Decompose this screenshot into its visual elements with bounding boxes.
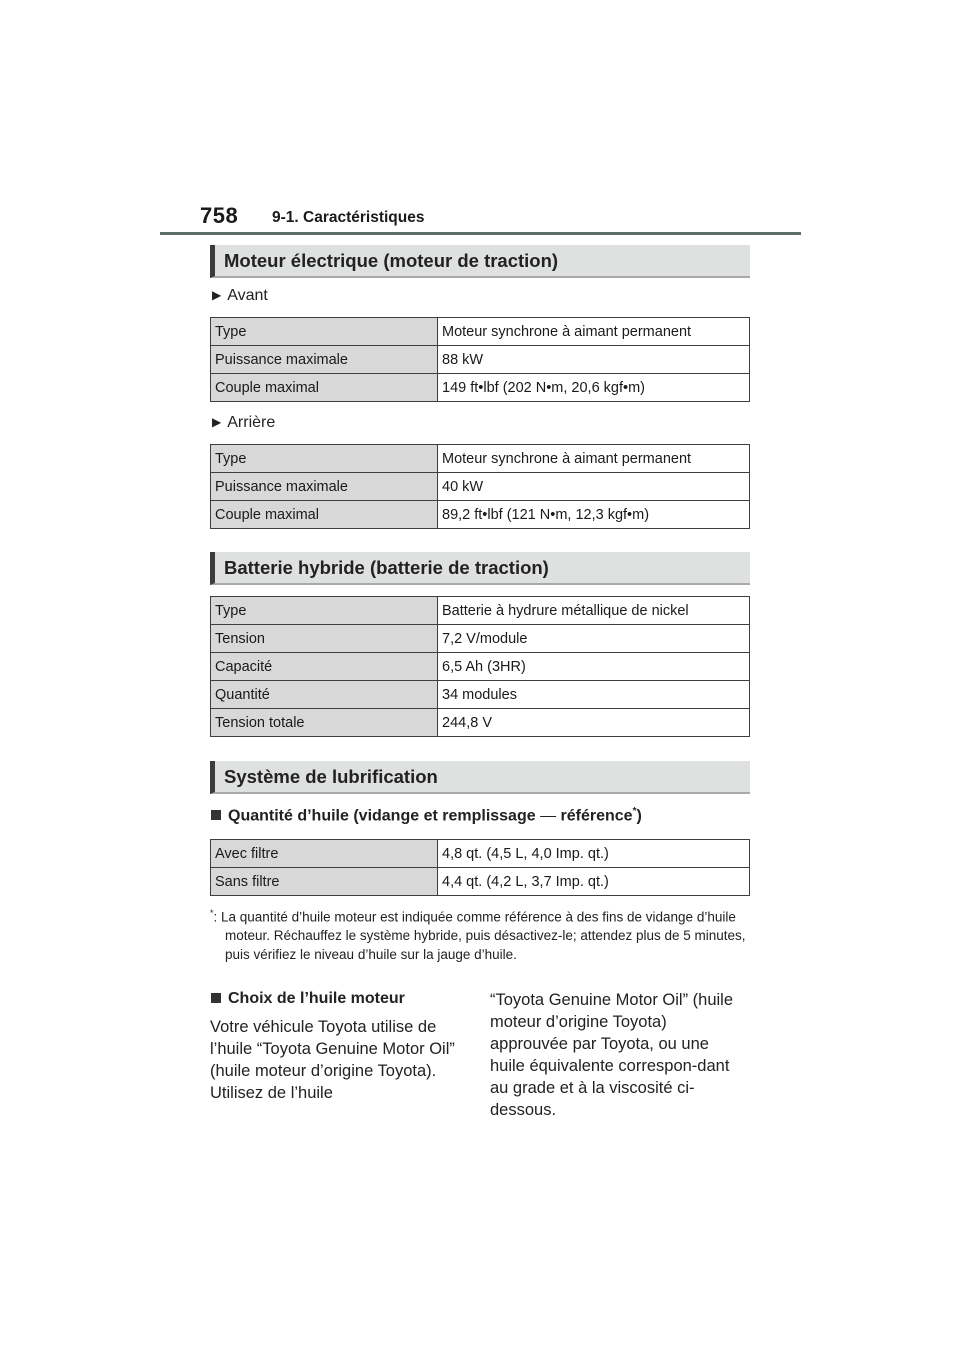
spec-value: 40 kW <box>438 473 750 501</box>
table-row <box>211 653 750 681</box>
motor-section-heading: Moteur électrique (moteur de traction) <box>210 245 750 278</box>
spec-key: Couple maximal <box>211 501 438 529</box>
footnote-marker: * <box>210 908 214 918</box>
rear-label-text: Arrière <box>227 414 276 431</box>
battery-table <box>210 596 750 737</box>
oil-choice-text-col1: Votre véhicule Toyota utilise de l’huile “Toyota Genuine Motor Oil” (huile moteur d’origine Toyota). Utilisez de l’huile <box>210 1018 455 1102</box>
spec-value: 6,5 Ah (3HR) <box>438 653 750 681</box>
table-row <box>211 681 750 709</box>
spec-key: Type <box>211 445 438 473</box>
spec-value: 244,8 V <box>438 709 750 737</box>
spec-key: Tension totale <box>211 709 438 737</box>
front-label-text: Avant <box>227 287 268 304</box>
spec-value: 149 ft•lbf (202 N•m, 20,6 kgf•m) <box>438 374 750 402</box>
spec-value: 4,8 qt. (4,5 L, 4,0 Imp. qt.) <box>438 840 750 868</box>
triangle-right-icon: ▶ <box>212 288 222 302</box>
table-row <box>211 625 750 653</box>
spec-key: Sans filtre <box>211 868 438 896</box>
square-bullet-icon <box>211 810 221 820</box>
table-row <box>211 709 750 737</box>
lubrication-section-heading: Système de lubrification <box>210 761 750 794</box>
spec-value: 34 modules <box>438 681 750 709</box>
section-title: 9-1. Caractéristiques <box>272 209 425 226</box>
spec-key: Couple maximal <box>211 374 438 402</box>
front-label <box>212 287 268 305</box>
square-bullet-icon <box>211 993 221 1003</box>
page-number: 758 <box>200 203 239 228</box>
header-rule <box>160 232 801 235</box>
oil-choice-heading: Choix de l’huile moteur <box>211 990 405 1008</box>
triangle-right-icon: ▶ <box>212 415 222 429</box>
battery-section-heading: Batterie hybride (batterie de traction) <box>210 552 750 585</box>
spec-value: 7,2 V/module <box>438 625 750 653</box>
spec-key: Type <box>211 318 438 346</box>
spec-key: Type <box>211 597 438 625</box>
table-row <box>211 318 750 346</box>
oil-choice-text-col2: “Toyota Genuine Motor Oil” (huile moteur d’origine Toyota) approuvée par Toyota, ou une huile équivalente correspon-dant au grade et à la viscosité ci-dessous. <box>490 991 734 1119</box>
spec-key: Avec filtre <box>211 840 438 868</box>
table-row <box>211 501 750 529</box>
oil-quantity-heading: Quantité d’huile (vidange et remplissage — référence*) <box>211 806 642 825</box>
spec-value: Moteur synchrone à aimant permanent <box>438 445 750 473</box>
spec-key: Puissance maximale <box>211 473 438 501</box>
spec-value: 4,4 qt. (4,2 L, 3,7 Imp. qt.) <box>438 868 750 896</box>
table-row <box>211 868 750 896</box>
spec-key: Quantité <box>211 681 438 709</box>
table-row <box>211 840 750 868</box>
spec-key: Tension <box>211 625 438 653</box>
rear-motor-table <box>210 444 750 529</box>
table-row <box>211 374 750 402</box>
table-row <box>211 597 750 625</box>
spec-value: 88 kW <box>438 346 750 374</box>
oil-footnote <box>210 904 750 964</box>
footnote-text: : La quantité d’huile moteur est indiquée comme référence à des fins de vidange d’huile moteur. Réchauffez le système hybride, puis désactivez-le; attendez plus de 5 minutes, puis vérifiez le niveau d’huile sur la jauge d’huile. <box>213 909 746 962</box>
spec-value: Batterie à hydrure métallique de nickel <box>438 597 750 625</box>
rear-label <box>212 414 275 432</box>
spec-value: 89,2 ft•lbf (121 N•m, 12,3 kgf•m) <box>438 501 750 529</box>
table-row <box>211 346 750 374</box>
spec-value: Moteur synchrone à aimant permanent <box>438 318 750 346</box>
table-row <box>211 445 750 473</box>
front-motor-table <box>210 317 750 402</box>
spec-key: Capacité <box>211 653 438 681</box>
spec-key: Puissance maximale <box>211 346 438 374</box>
oil-quantity-table <box>210 839 750 896</box>
table-row <box>211 473 750 501</box>
